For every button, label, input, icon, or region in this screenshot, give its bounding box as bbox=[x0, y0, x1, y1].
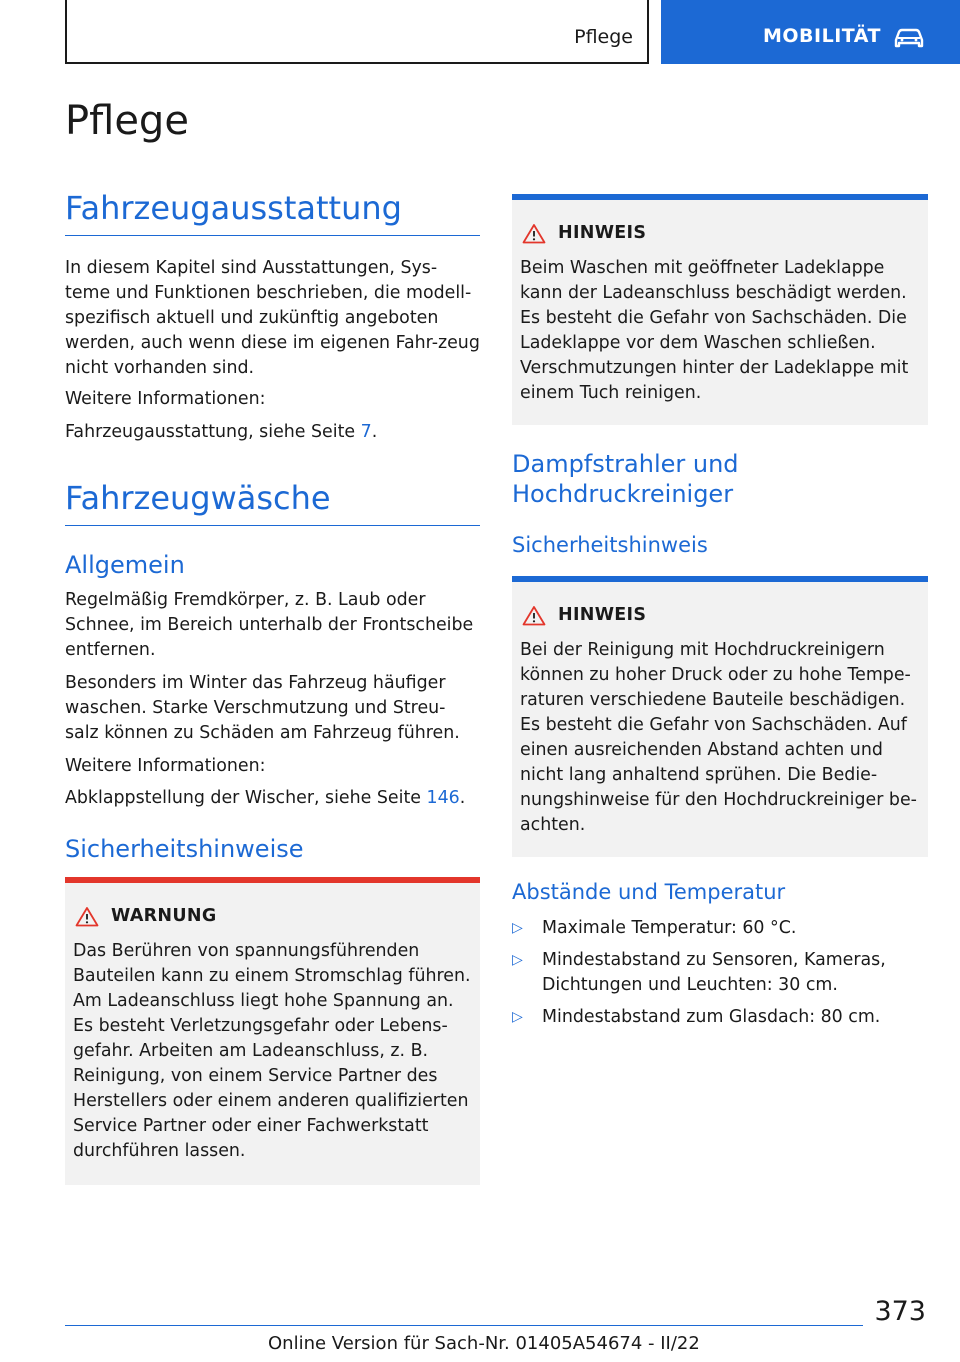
heading-rule bbox=[65, 235, 480, 236]
list-item: ▷ Mindestabstand zum Glasdach: 80 cm. bbox=[512, 1005, 928, 1030]
heading-sicherheitshinweis: Sicherheitshinweis bbox=[512, 533, 708, 557]
car-icon bbox=[893, 27, 925, 49]
hinweis-box-2 bbox=[512, 576, 928, 857]
hinweis-bar bbox=[512, 576, 928, 582]
footer-online-version: Online Version für Sach-Nr. 01405A54674 - II/22 bbox=[268, 1333, 700, 1354]
warning-text: Das Berühren von spannungsführenden Bauteilen kann zu einem Stromschlag führen. Am Ladeanschluss liegt hohe Spannung an. Es besteht Verletzungsgefahr oder Lebens-gefahr. Arbeiten am Ladeanschluss, z. B. Reinigung, von einem Service Partner des Herstellers oder einem anderen qualifizierten Service Partner oder einer Fachwerkstatt durchführen lassen. bbox=[73, 941, 471, 1161]
header-section-box bbox=[65, 0, 649, 64]
triangle-bullet-icon: ▷ bbox=[512, 952, 523, 968]
list-item: ▷ Mindestabstand zu Sensoren, Kameras, Dichtungen und Leuchten: 30 cm. bbox=[512, 950, 886, 995]
heading-sicherheitshinweise: Sicherheitshinweise bbox=[65, 835, 304, 863]
warning-triangle-icon bbox=[75, 906, 99, 927]
warning-title: WARNUNG bbox=[111, 906, 217, 926]
hinweis-bar bbox=[512, 194, 928, 200]
page-link-146[interactable]: 146 bbox=[426, 788, 460, 808]
list-item: ▷ Maximale Temperatur: 60 °C. bbox=[512, 916, 928, 941]
ausstattung-body: In diesem Kapitel sind Ausstattungen, Sys-teme und Funktionen beschrieben, die modell-spezifisch aktuell und zukünftig angeboten werden, auch wenn diese im eigenen Fahr-zeug nicht vorhanden sind. bbox=[65, 258, 480, 378]
triangle-bullet-icon: ▷ bbox=[512, 1009, 523, 1025]
warning-triangle-icon bbox=[522, 605, 546, 626]
header-chapter-tab[interactable] bbox=[661, 0, 960, 64]
waesche-reference: Abklappstellung der Wischer, siehe Seite 146. bbox=[65, 788, 466, 808]
heading-rule bbox=[65, 525, 480, 526]
header-section-title: Pflege bbox=[574, 26, 633, 48]
warning-triangle-icon bbox=[522, 223, 546, 244]
header-chapter-label: MOBILITÄT bbox=[763, 25, 881, 47]
abstaende-list bbox=[512, 916, 928, 1037]
heading-fahrzeugausstattung: Fahrzeugausstattung bbox=[65, 189, 402, 227]
hinweis-title: HINWEIS bbox=[558, 605, 647, 625]
hinweis-text: Bei der Reinigung mit Hochdruckreinigern können zu hoher Druck oder zu hohe Tempe-raturen verschiedene Bauteile beschädigen. Es besteht die Gefahr von Sachschäden. Auf einen ausreichenden Abstand achten und nicht lang anhaltend sprühen. Die Bedie-nungshinweise für den Hochdruckreiniger be-achten. bbox=[520, 640, 917, 835]
hinweis-title: HINWEIS bbox=[558, 223, 647, 243]
heading-allgemein: Allgemein bbox=[65, 551, 185, 579]
ausstattung-reference: Fahrzeugausstattung, siehe Seite 7. bbox=[65, 422, 378, 442]
ausstattung-more-info: Weitere Informationen: bbox=[65, 389, 266, 409]
warning-box bbox=[65, 877, 480, 1185]
warning-bar bbox=[65, 877, 480, 883]
page-number: 373 bbox=[874, 1296, 926, 1327]
page-title: Pflege bbox=[65, 98, 189, 144]
allgemein-p2: Besonders im Winter das Fahrzeug häufiger waschen. Starke Verschmutzung und Streu-salz können zu Schäden am Fahrzeug führen. bbox=[65, 673, 460, 743]
hinweis-box-1 bbox=[512, 194, 928, 425]
heading-abstaende: Abstände und Temperatur bbox=[512, 880, 786, 904]
waesche-more-info: Weitere Informationen: bbox=[65, 756, 266, 776]
page-link-7[interactable]: 7 bbox=[360, 422, 372, 442]
triangle-bullet-icon: ▷ bbox=[512, 920, 523, 936]
hinweis-text: Beim Waschen mit geöffneter Ladeklappe kann der Ladeanschluss beschädigt werden. Es besteht die Gefahr von Sachschäden. Die Ladeklappe vor dem Waschen schließen. Verschmutzungen hinter der Ladeklappe mit einem Tuch reinigen. bbox=[520, 258, 909, 403]
allgemein-p1: Regelmäßig Fremdkörper, z. B. Laub oder Schnee, im Bereich unterhalb der Frontscheibe entfernen. bbox=[65, 590, 474, 660]
heading-fahrzeugwaesche: Fahrzeugwäsche bbox=[65, 479, 331, 517]
footer-rule bbox=[65, 1325, 863, 1326]
heading-dampfstrahler: Dampfstrahler und Hochdruckreiniger bbox=[512, 450, 739, 508]
